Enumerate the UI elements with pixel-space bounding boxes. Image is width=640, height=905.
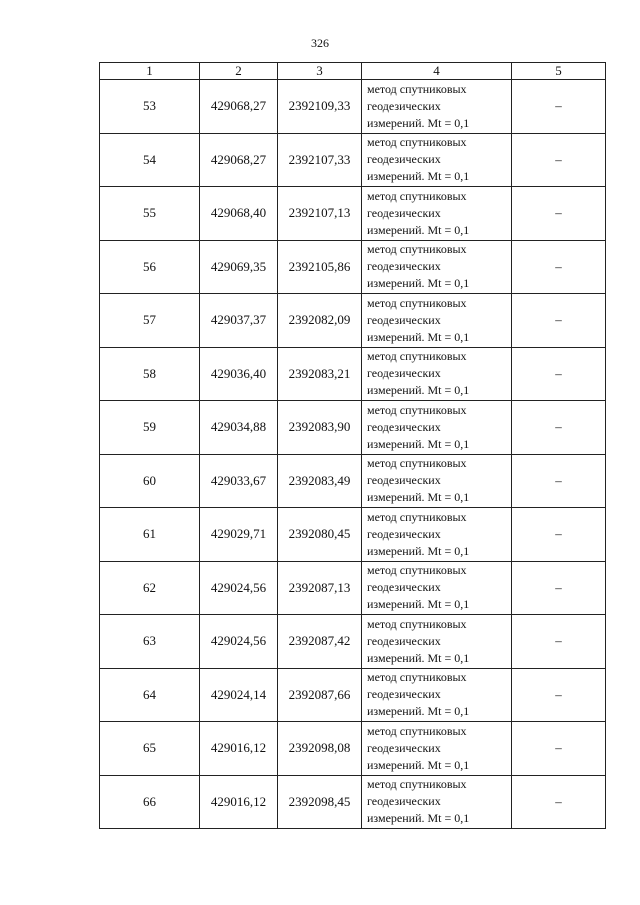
- method-text-line: измерений. Mt = 0,1: [367, 222, 470, 237]
- table-row: [100, 401, 606, 455]
- column-header-5: 5: [512, 63, 606, 80]
- table-row: [100, 722, 606, 776]
- method-cell: [362, 187, 512, 241]
- method-text-line: метод спутниковых: [367, 509, 467, 524]
- method-text-line: геодезических: [367, 259, 441, 274]
- method-cell: [362, 561, 512, 615]
- x-coordinate-cell: 429068,27: [200, 80, 278, 134]
- method-text-line: измерений. Mt = 0,1: [367, 704, 470, 719]
- x-coordinate-cell: 429068,27: [200, 133, 278, 187]
- method-text-line: геодезических: [367, 794, 441, 809]
- table-body: [100, 80, 606, 829]
- method-text-line: метод спутниковых: [367, 188, 467, 203]
- column-header-2: 2: [200, 63, 278, 80]
- table-row: [100, 187, 606, 241]
- method-text-line: метод спутниковых: [367, 242, 467, 257]
- method-text-line: метод спутниковых: [367, 135, 467, 150]
- method-text-line: геодезических: [367, 419, 441, 434]
- note-cell: –: [512, 187, 606, 241]
- method-text-line: метод спутниковых: [367, 81, 467, 96]
- y-coordinate-cell: 2392087,66: [278, 668, 362, 722]
- note-cell: –: [512, 668, 606, 722]
- x-coordinate-cell: 429033,67: [200, 454, 278, 508]
- method-cell: [362, 294, 512, 348]
- note-cell: –: [512, 561, 606, 615]
- method-text-line: измерений. Mt = 0,1: [367, 490, 470, 505]
- y-coordinate-cell: 2392107,33: [278, 133, 362, 187]
- note-cell: –: [512, 401, 606, 455]
- method-text-line: измерений. Mt = 0,1: [367, 757, 470, 772]
- point-number-cell: 55: [100, 187, 200, 241]
- method-text-line: геодезических: [367, 473, 441, 488]
- point-number-cell: 58: [100, 347, 200, 401]
- point-number-cell: 60: [100, 454, 200, 508]
- table-row: [100, 508, 606, 562]
- y-coordinate-cell: 2392083,49: [278, 454, 362, 508]
- method-cell: [362, 454, 512, 508]
- table-row: [100, 133, 606, 187]
- method-text-line: измерений. Mt = 0,1: [367, 436, 470, 451]
- x-coordinate-cell: 429024,56: [200, 615, 278, 669]
- table-row: [100, 668, 606, 722]
- point-number-cell: 65: [100, 722, 200, 776]
- method-cell: [362, 80, 512, 134]
- point-number-cell: 64: [100, 668, 200, 722]
- method-text-line: геодезических: [367, 526, 441, 541]
- note-cell: –: [512, 722, 606, 776]
- method-text-line: геодезических: [367, 687, 441, 702]
- table-row: [100, 294, 606, 348]
- method-text-line: геодезических: [367, 152, 441, 167]
- note-cell: –: [512, 133, 606, 187]
- table-row: [100, 454, 606, 508]
- point-number-cell: 57: [100, 294, 200, 348]
- method-cell: [362, 775, 512, 829]
- method-text-line: геодезических: [367, 205, 441, 220]
- table-row: [100, 615, 606, 669]
- method-text-line: метод спутниковых: [367, 563, 467, 578]
- note-cell: –: [512, 294, 606, 348]
- x-coordinate-cell: 429037,37: [200, 294, 278, 348]
- method-cell: [362, 508, 512, 562]
- x-coordinate-cell: 429036,40: [200, 347, 278, 401]
- table-row: [100, 80, 606, 134]
- method-text-line: геодезических: [367, 580, 441, 595]
- method-text-line: измерений. Mt = 0,1: [367, 329, 470, 344]
- note-cell: –: [512, 347, 606, 401]
- method-text-line: метод спутниковых: [367, 402, 467, 417]
- point-number-cell: 61: [100, 508, 200, 562]
- table-header-row: [100, 63, 606, 80]
- method-cell: [362, 240, 512, 294]
- method-text-line: метод спутниковых: [367, 456, 467, 471]
- method-text-line: измерений. Mt = 0,1: [367, 276, 470, 291]
- y-coordinate-cell: 2392082,09: [278, 294, 362, 348]
- method-cell: [362, 347, 512, 401]
- note-cell: –: [512, 508, 606, 562]
- method-text-line: измерений. Mt = 0,1: [367, 650, 470, 665]
- coordinates-table: [99, 62, 606, 829]
- method-text-line: геодезических: [367, 740, 441, 755]
- method-cell: [362, 401, 512, 455]
- method-cell: [362, 615, 512, 669]
- y-coordinate-cell: 2392107,13: [278, 187, 362, 241]
- note-cell: –: [512, 240, 606, 294]
- x-coordinate-cell: 429024,56: [200, 561, 278, 615]
- point-number-cell: 56: [100, 240, 200, 294]
- method-cell: [362, 722, 512, 776]
- method-text-line: метод спутниковых: [367, 616, 467, 631]
- method-text-line: метод спутниковых: [367, 723, 467, 738]
- method-text-line: измерений. Mt = 0,1: [367, 811, 470, 826]
- note-cell: –: [512, 80, 606, 134]
- method-text-line: измерений. Mt = 0,1: [367, 169, 470, 184]
- method-text-line: измерений. Mt = 0,1: [367, 115, 470, 130]
- x-coordinate-cell: 429029,71: [200, 508, 278, 562]
- y-coordinate-cell: 2392087,13: [278, 561, 362, 615]
- column-header-3: 3: [278, 63, 362, 80]
- method-text-line: геодезических: [367, 366, 441, 381]
- table-row: [100, 347, 606, 401]
- method-text-line: геодезических: [367, 633, 441, 648]
- y-coordinate-cell: 2392087,42: [278, 615, 362, 669]
- y-coordinate-cell: 2392083,21: [278, 347, 362, 401]
- method-text-line: измерений. Mt = 0,1: [367, 543, 470, 558]
- point-number-cell: 59: [100, 401, 200, 455]
- point-number-cell: 54: [100, 133, 200, 187]
- y-coordinate-cell: 2392105,86: [278, 240, 362, 294]
- method-text-line: метод спутниковых: [367, 670, 467, 685]
- method-cell: [362, 133, 512, 187]
- method-text-line: геодезических: [367, 312, 441, 327]
- column-header-4: 4: [362, 63, 512, 80]
- method-cell: [362, 668, 512, 722]
- x-coordinate-cell: 429016,12: [200, 775, 278, 829]
- x-coordinate-cell: 429016,12: [200, 722, 278, 776]
- y-coordinate-cell: 2392083,90: [278, 401, 362, 455]
- y-coordinate-cell: 2392080,45: [278, 508, 362, 562]
- page-number: 326: [311, 36, 329, 50]
- x-coordinate-cell: 429034,88: [200, 401, 278, 455]
- table-row: [100, 240, 606, 294]
- table-row: [100, 561, 606, 615]
- x-coordinate-cell: 429024,14: [200, 668, 278, 722]
- method-text-line: измерений. Mt = 0,1: [367, 383, 470, 398]
- method-text-line: метод спутниковых: [367, 295, 467, 310]
- note-cell: –: [512, 454, 606, 508]
- y-coordinate-cell: 2392109,33: [278, 80, 362, 134]
- point-number-cell: 63: [100, 615, 200, 669]
- method-text-line: измерений. Mt = 0,1: [367, 597, 470, 612]
- x-coordinate-cell: 429069,35: [200, 240, 278, 294]
- note-cell: –: [512, 775, 606, 829]
- y-coordinate-cell: 2392098,45: [278, 775, 362, 829]
- table-row: [100, 775, 606, 829]
- y-coordinate-cell: 2392098,08: [278, 722, 362, 776]
- method-text-line: геодезических: [367, 98, 441, 113]
- column-header-1: 1: [100, 63, 200, 80]
- point-number-cell: 66: [100, 775, 200, 829]
- point-number-cell: 62: [100, 561, 200, 615]
- method-text-line: метод спутниковых: [367, 777, 467, 792]
- x-coordinate-cell: 429068,40: [200, 187, 278, 241]
- note-cell: –: [512, 615, 606, 669]
- method-text-line: метод спутниковых: [367, 349, 467, 364]
- point-number-cell: 53: [100, 80, 200, 134]
